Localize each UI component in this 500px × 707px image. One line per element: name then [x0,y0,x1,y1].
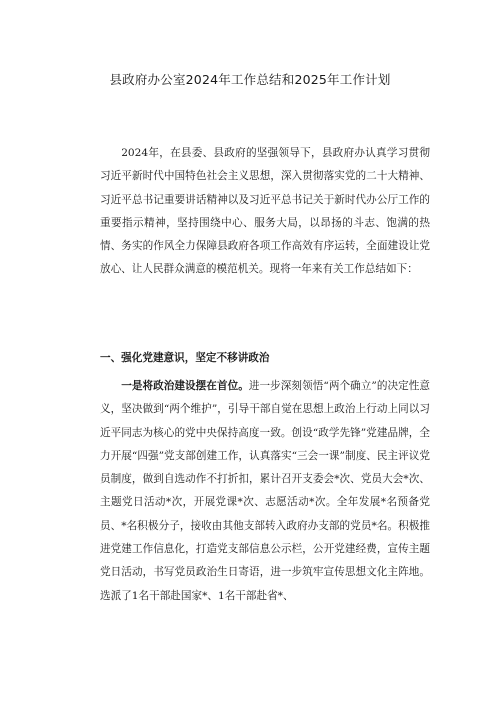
paragraph-lead-phrase: 一是将政治建设摆在首位。 [121,380,249,392]
intro-paragraph: 2024年，在县委、县政府的坚强领导下，县政府办认真学习贯彻习近平新时代中国特色社会主义思想，深入贯彻落实党的二十大精神、习近平总书记重要讲话精神以及习近平总书记关于新时代办公厅工作的重要指示精神，坚持围绕中心、服务大局，以昂扬的斗志、饱满的热情、务实的作风全力保障县政府各项工作高效有序运转，全面建设让党放心、让人民群众满意的模范机关。现将一年来有关工作总结如下： [100,147,430,276]
section-1-paragraph-1 [100,375,430,608]
paragraph-body-text: 进一步深刻领悟“两个确立”的决定性意义，坚决做到“两个维护”，引导干部自觉在思想上政治上行动上同以习近平同志为核心的党中央保持高度一致。创设“政学先锋”党建品牌，全力开展“四强”党支部创建工作，认真落实“三会一课”制度、民主评议党员制度，做到自选动作不打折扣，累计召开支委会*次、党员大会*次、主题党日活动*次，开展党课*次、志愿活动*次。全年发展*名预备党员、*名积极分子，接收由其他支部转入政府办支部的党员*名。积极推进党建工作信息化，打造党支部信息公示栏，公开党建经费，宣传主题党日活动，书写党员政治生日寄语，进一步筑牢宣传思想文化主阵地。选派了1名干部赴国家*、1名干部赴省*、 [100,380,430,602]
document-title: 县政府办公室2024年工作总结和2025年工作计划 [109,72,391,87]
section-heading-1: 一、强化党建意识，坚定不移讲政治 [100,352,270,364]
